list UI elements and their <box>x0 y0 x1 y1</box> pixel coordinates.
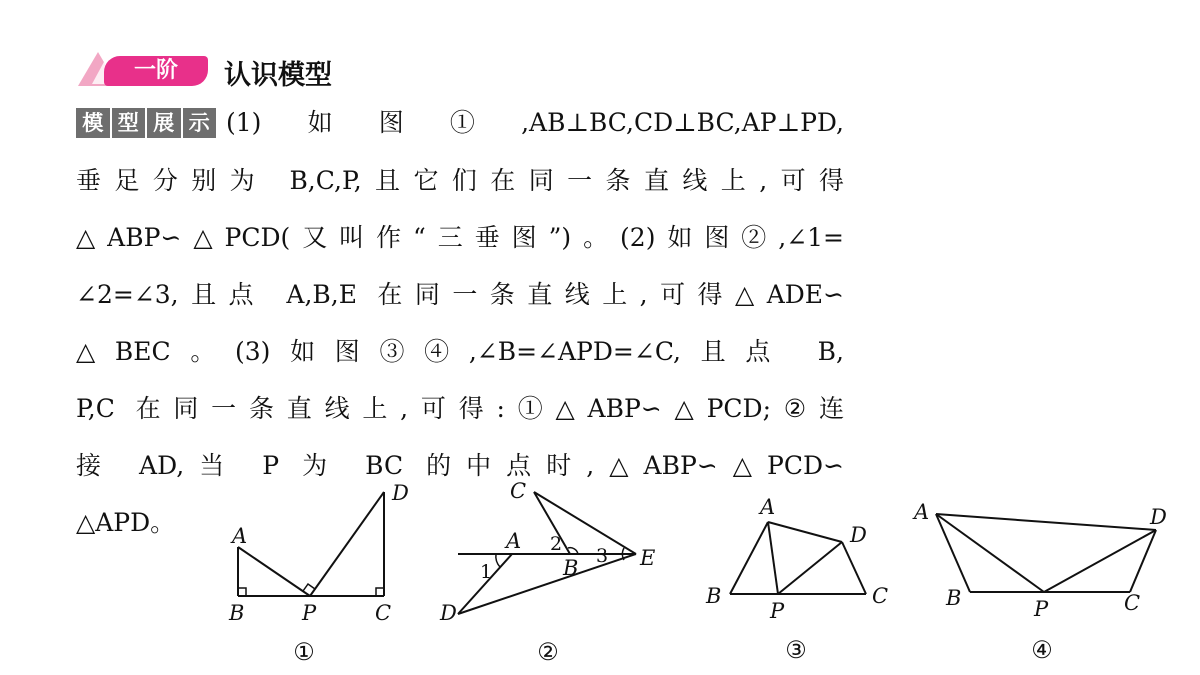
fig3-label-P: P <box>770 599 785 623</box>
fig1-label-A: A <box>232 524 248 548</box>
model-label-char: 展 <box>147 108 183 138</box>
fig1-label-D: D <box>392 481 409 505</box>
figure-3-diagram <box>730 522 866 594</box>
fig1-label-C: C <box>375 601 392 625</box>
paragraph-line: 垂足分别为 B,C,P,且它们在同一条直线上,可得 <box>76 166 844 195</box>
fig3-label-D: D <box>850 523 867 547</box>
fig2-label-E: E <box>640 546 656 570</box>
fig4-label-P: P <box>1034 597 1049 621</box>
paragraph-line: 接 AD,当 P 为 BC 的中点时,△ABP∽△PCD∽ <box>76 451 844 480</box>
paragraph-line: ∠2=∠3,且点 A,B,E 在同一条直线上,可得△ADE∽ <box>76 280 845 309</box>
figure-4-caption: ④ <box>1031 636 1053 664</box>
fig2-label-A: A <box>506 529 522 553</box>
fig2-angle-2: 2 <box>550 533 563 555</box>
model-label-char: 模 <box>76 108 112 138</box>
fig4-label-C: C <box>1124 591 1141 615</box>
figure-2-diagram <box>458 492 636 614</box>
paragraph-line: △ABP∽△PCD(又叫作“三垂图”)。(2)如图②,∠1= <box>76 223 844 252</box>
paragraph-line: △BEC。(3)如图③④,∠B=∠APD=∠C,且点 B, <box>76 337 844 366</box>
level-badge: 一阶 <box>104 56 208 86</box>
fig1-label-B: B <box>229 601 245 625</box>
paragraph-line: (1)如图①,AB⊥BC,CD⊥BC,AP⊥PD, <box>226 108 844 137</box>
figure-2-caption: ② <box>537 638 559 666</box>
figure-3-caption: ③ <box>785 636 807 664</box>
fig3-label-A: A <box>760 495 776 519</box>
section-title: 认识模型 <box>224 60 332 91</box>
fig1-label-P: P <box>302 601 317 625</box>
fig4-label-B: B <box>946 586 962 610</box>
fig3-label-C: C <box>872 584 889 608</box>
fig3-label-B: B <box>706 584 722 608</box>
paragraph-line: △APD。 <box>76 508 176 537</box>
model-label-char: 示 <box>188 111 210 135</box>
fig4-label-D: D <box>1150 505 1167 529</box>
fig4-label-A: A <box>914 500 930 524</box>
model-label-char: 型 <box>112 108 148 138</box>
fig2-label-B: B <box>563 556 579 580</box>
fig2-label-C: C <box>510 479 527 503</box>
paragraph-line: P,C 在同一条直线上,可得:①△ABP∽△PCD;②连 <box>76 394 844 423</box>
figure-1-diagram <box>238 492 384 596</box>
fig2-label-D: D <box>440 601 457 625</box>
figure-1-caption: ① <box>293 638 315 666</box>
fig2-angle-3: 3 <box>596 545 609 567</box>
figure-4-diagram <box>936 514 1156 592</box>
fig2-angle-1: 1 <box>480 561 493 583</box>
